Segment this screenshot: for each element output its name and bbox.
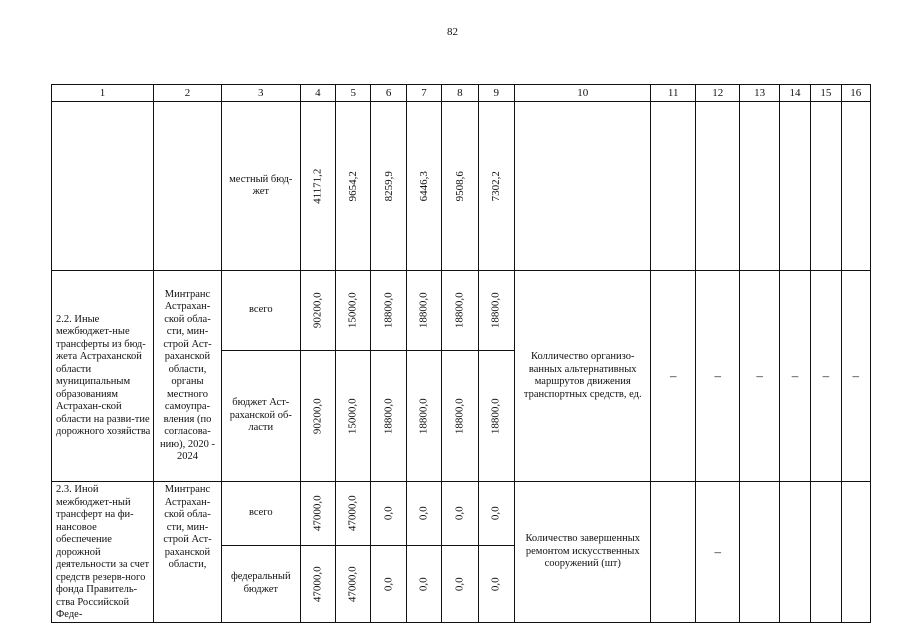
executor-cell — [154, 102, 222, 271]
value-cell: 0,0 — [382, 577, 395, 591]
col-header: 2 — [154, 85, 222, 102]
value-cell: 41171,2 — [311, 168, 324, 204]
col-header: 10 — [514, 85, 651, 102]
value-cell: 0,0 — [453, 506, 466, 521]
source-cell: местный бюд-жет — [221, 102, 300, 271]
value-cell: 0,0 — [417, 577, 430, 591]
col-header: 13 — [740, 85, 779, 102]
target-value: – — [779, 271, 810, 482]
table-row — [52, 482, 871, 546]
col-header: 15 — [811, 85, 841, 102]
col-header: 6 — [371, 85, 406, 102]
budget-table — [51, 84, 871, 623]
value-cell: 18800,0 — [490, 292, 503, 329]
measure-name: 2.3. Иной межбюджет-ный трансферт на фи-нансовое обеспечение дорожной деятельности за счет средств резерв-ного фонда Правитель-ства Российской Феде- — [52, 482, 154, 623]
value-cell: 18800,0 — [382, 398, 395, 434]
col-header: 8 — [442, 85, 478, 102]
target-value: – — [695, 271, 739, 482]
indicator-cell: Количество завершенных ремонтом искусственных сооружений (шт) — [514, 482, 651, 623]
value-cell: 0,0 — [490, 577, 503, 591]
source-cell: бюджет Аст-раханской об-ласти — [221, 351, 300, 482]
value-cell: 15000,0 — [347, 398, 360, 434]
value-cell: 8259,9 — [382, 170, 395, 202]
value-cell: 47000,0 — [347, 495, 360, 532]
executor-cell: Минтранс Астрахан-ской обла-сти, мин-строй Аст-раханской области, — [154, 482, 222, 623]
col-header: 1 — [52, 85, 154, 102]
value-cell: 18800,0 — [382, 292, 395, 329]
value-cell: 47000,0 — [347, 566, 360, 602]
page-number: 82 — [447, 26, 458, 38]
header-row — [52, 85, 871, 102]
source-cell: федеральный бюджет — [221, 546, 300, 622]
value-cell: 47000,0 — [311, 566, 324, 602]
value-cell: 0,0 — [453, 577, 466, 591]
target-value: – — [740, 271, 779, 482]
value-cell: 47000,0 — [311, 495, 324, 532]
executor-cell: Минтранс Астрахан-ской обла-сти, мин-строй Аст-раханской области, органы местного самоупра-вления (по согласова-нию), 2020 - 2024 — [154, 271, 222, 482]
value-cell: 90200,0 — [311, 398, 324, 434]
value-cell: 18800,0 — [453, 292, 466, 329]
value-cell: 18800,0 — [417, 398, 430, 434]
indicator-cell — [514, 102, 651, 271]
col-header: 14 — [779, 85, 810, 102]
col-header: 3 — [221, 85, 300, 102]
col-header: 12 — [695, 85, 739, 102]
measure-cell — [52, 102, 154, 271]
target-value: – — [651, 271, 695, 482]
col-header: 7 — [406, 85, 441, 102]
source-cell: всего — [221, 271, 300, 351]
value-cell: 18800,0 — [417, 292, 430, 329]
col-header: 9 — [478, 85, 514, 102]
value-cell: 15000,0 — [347, 292, 360, 329]
value-cell: 7302,2 — [490, 170, 503, 202]
measure-name: 2.2. Иные межбюджет-ные трансферты из бюд-жета Астраханской области муниципальным образованиям Астрахан-ской области на разви-тие дорожного хозяйства — [52, 271, 154, 482]
target-value: – — [841, 271, 870, 482]
col-header: 5 — [336, 85, 371, 102]
col-header: 4 — [300, 85, 335, 102]
value-cell: 18800,0 — [453, 398, 466, 434]
value-cell: 0,0 — [417, 506, 430, 521]
value-cell: 6446,3 — [417, 170, 430, 202]
indicator-cell: Колличество организо-ванных альтернативных маршрутов движения транспортных средств, ед. — [514, 271, 651, 482]
value-cell: 18800,0 — [490, 398, 503, 434]
col-header: 11 — [651, 85, 695, 102]
value-cell: 0,0 — [382, 506, 395, 521]
table-row — [52, 271, 871, 351]
source-cell: всего — [221, 482, 300, 546]
col-header: 16 — [841, 85, 870, 102]
value-cell: 0,0 — [490, 506, 503, 521]
target-value: – — [811, 271, 841, 482]
target-value: – — [695, 482, 739, 623]
value-cell: 9654,2 — [347, 170, 360, 202]
table-row — [52, 102, 871, 271]
value-cell: 9508,6 — [453, 170, 466, 202]
value-cell: 90200,0 — [311, 292, 324, 329]
